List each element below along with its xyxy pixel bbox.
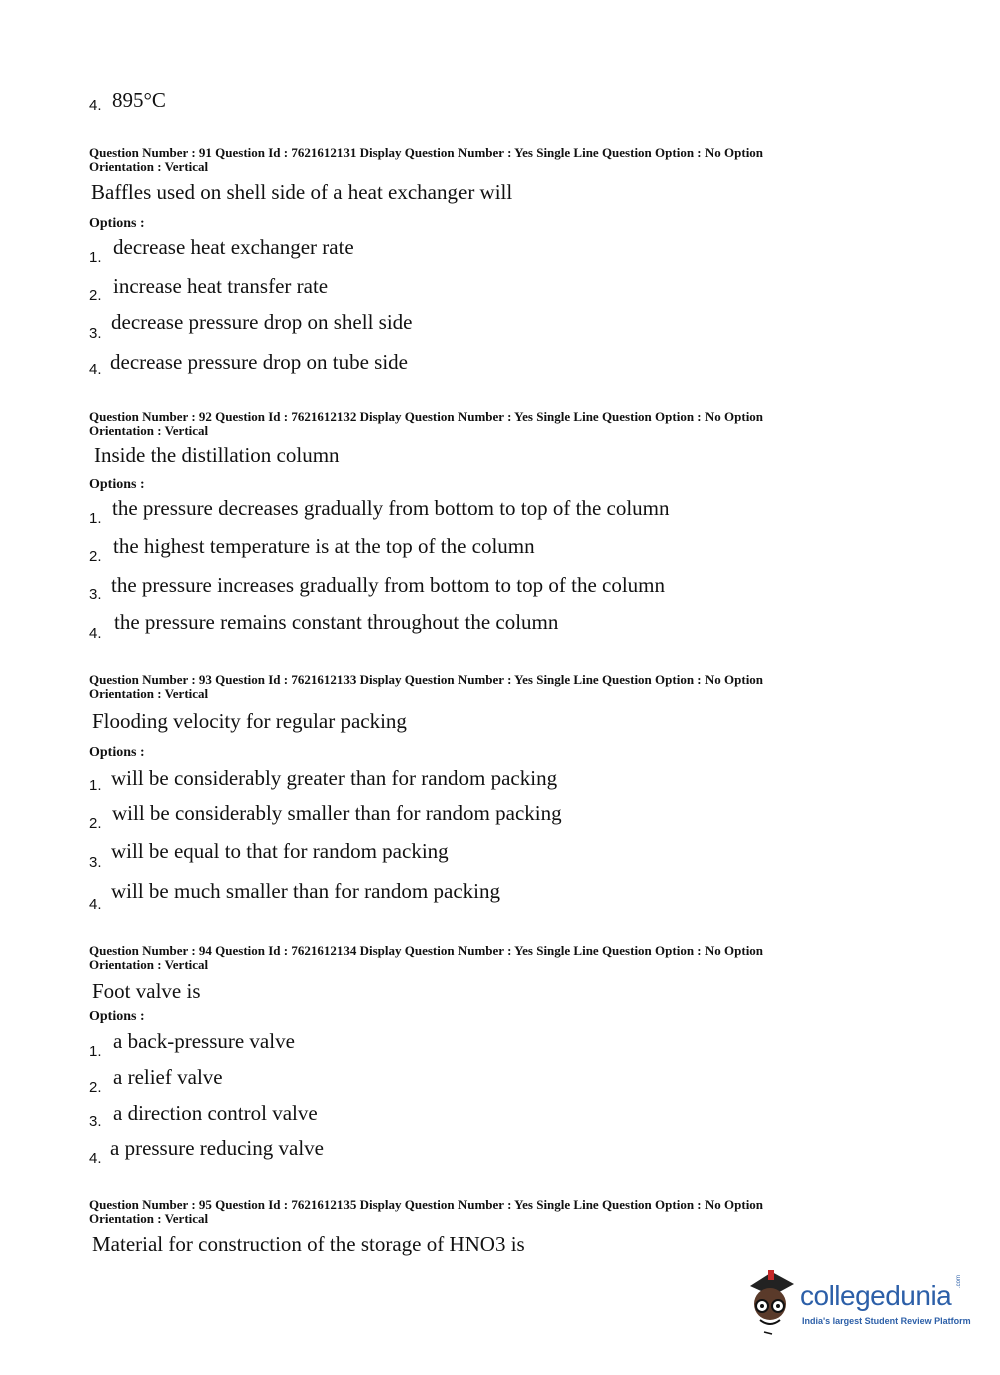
option-number: 1. [89, 249, 102, 266]
brand-tagline: India's largest Student Review Platform [802, 1316, 971, 1326]
question-block-92 [89, 410, 869, 438]
options-label: Options : [89, 745, 145, 760]
option-text[interactable]: the highest temperature is at the top of the column [113, 534, 535, 558]
option-number: 2. [89, 287, 102, 304]
option-number: 4. [89, 1150, 102, 1167]
question-block-93 [89, 673, 869, 701]
question-text: Baffles used on shell side of a heat exchanger will [91, 180, 513, 204]
option-number: 4. [89, 625, 102, 642]
option-number: 2. [89, 548, 102, 565]
question-meta: Question Number : 91 Question Id : 7621612131 Display Question Number : Yes Single Line Question Option : No Option Orientation : Vertical [89, 145, 764, 174]
option-text[interactable]: a back-pressure valve [113, 1029, 295, 1053]
question-block-95 [89, 1198, 869, 1226]
option-text[interactable]: the pressure decreases gradually from bottom to top of the column [112, 496, 670, 520]
prev-option-4-number: 4. [89, 97, 102, 114]
option-text[interactable]: decrease pressure drop on shell side [111, 310, 413, 334]
option-number: 1. [89, 777, 102, 794]
option-number: 3. [89, 325, 102, 342]
option-text[interactable]: decrease pressure drop on tube side [110, 350, 408, 374]
option-text[interactable]: a direction control valve [113, 1101, 318, 1125]
prev-option-4-text: 895°C [112, 88, 166, 112]
question-text: Foot valve is [92, 979, 201, 1003]
option-text[interactable]: will be considerably greater than for random packing [111, 766, 558, 790]
brand-name: collegedunia [800, 1280, 952, 1311]
collegedunia-logo[interactable] [742, 1268, 972, 1338]
option-text[interactable]: the pressure remains constant throughout the column [114, 610, 559, 634]
option-text[interactable]: will be equal to that for random packing [111, 839, 449, 863]
option-number: 2. [89, 815, 102, 832]
option-text[interactable]: increase heat transfer rate [113, 274, 329, 298]
option-number: 4. [89, 896, 102, 913]
options-label: Options : [89, 477, 145, 492]
option-text[interactable]: will be much smaller than for random packing [111, 879, 500, 903]
option-number: 4. [89, 361, 102, 378]
option-text[interactable]: decrease heat exchanger rate [113, 235, 354, 259]
question-meta: Question Number : 92 Question Id : 7621612132 Display Question Number : Yes Single Line Question Option : No Option Orientation : Vertical [89, 409, 764, 438]
question-meta: Question Number : 93 Question Id : 7621612133 Display Question Number : Yes Single Line Question Option : No Option Orientation : Vertical [89, 672, 764, 701]
question-text: Inside the distillation column [94, 443, 340, 467]
option-text[interactable]: a pressure reducing valve [110, 1136, 324, 1160]
question-meta: Question Number : 94 Question Id : 7621612134 Display Question Number : Yes Single Line Question Option : No Option Orientation : Vertical [89, 943, 764, 972]
options-label: Options : [89, 216, 145, 231]
option-text[interactable]: will be considerably smaller than for random packing [112, 801, 562, 825]
mascot-icon [742, 1268, 802, 1338]
option-number: 3. [89, 1113, 102, 1130]
question-text: Material for construction of the storage of HNO3 is [92, 1232, 525, 1256]
option-number: 1. [89, 1043, 102, 1060]
option-number: 3. [89, 586, 102, 603]
option-number: 2. [89, 1079, 102, 1096]
question-meta: Question Number : 95 Question Id : 7621612135 Display Question Number : Yes Single Line Question Option : No Option Orientation : Vertical [89, 1197, 764, 1226]
option-text[interactable]: a relief valve [113, 1065, 223, 1089]
brand-suffix: .com [956, 1274, 962, 1288]
options-label: Options : [89, 1009, 145, 1024]
question-block-94 [89, 944, 869, 972]
question-block-91 [89, 146, 869, 174]
option-text[interactable]: the pressure increases gradually from bottom to top of the column [111, 573, 666, 597]
question-text: Flooding velocity for regular packing [92, 709, 407, 733]
option-number: 1. [89, 510, 102, 527]
option-number: 3. [89, 854, 102, 871]
